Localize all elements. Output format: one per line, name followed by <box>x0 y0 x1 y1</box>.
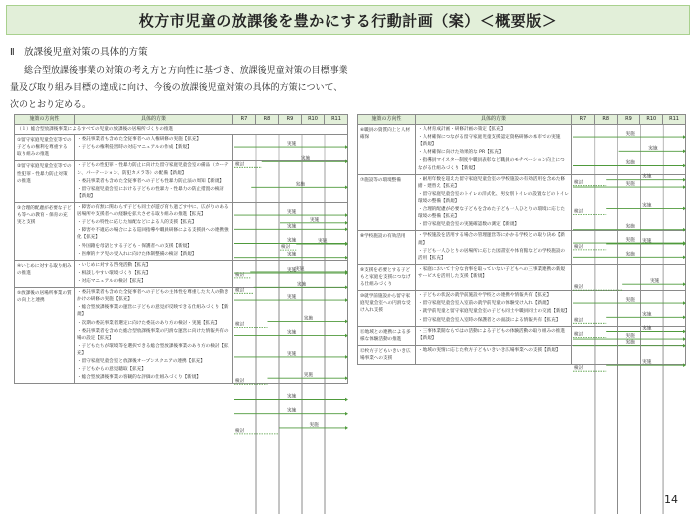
implement-label: 実施 <box>287 210 297 216</box>
table-header-row <box>358 115 686 125</box>
header-content: 具体的方策 <box>75 115 233 125</box>
arrow-head <box>345 186 348 190</box>
timeline-chart <box>233 135 348 168</box>
measure-item: ・留守家庭児童会室入室前の就学前児童の体験受け入れ【新規】 <box>418 301 552 307</box>
measure-item: ・委託事業者も含めた全従事者への人権研修の実施【拡充】 <box>77 137 202 143</box>
measure-item: ・三事体業開ならではの活動による子どもの体験活動の取り組みの推進【新規】 <box>418 328 565 341</box>
content-cell <box>75 135 233 161</box>
arrow-head <box>683 150 686 154</box>
consider-label: 検討 <box>235 288 245 294</box>
consider-label: 検討 <box>574 244 584 250</box>
timeline-chart <box>233 288 348 434</box>
implement-label: 実施 <box>650 279 660 285</box>
measure-item: ・留守家庭児童会室と放課後オープンスクエアの連携【拡充】 <box>77 359 205 365</box>
measure-item: ・就学前児童と留守家庭児童会室の子ども同士や職員同士の交流【新規】 <box>418 309 570 315</box>
arrow-head <box>345 412 348 416</box>
timeline-cell <box>572 264 686 290</box>
timeline-chart <box>572 231 686 263</box>
implement-label: 実施 <box>642 360 652 366</box>
implement-label: 実施 <box>318 239 328 245</box>
implement-label: 実施 <box>287 224 297 230</box>
implement-label: 実施 <box>625 340 635 346</box>
content-cell <box>416 174 572 231</box>
implement-label: 実施 <box>303 373 313 379</box>
intro-line: 量及び取り組み目標の達成に向け、今後の放課後児童対策の具体的方策について、 <box>10 83 343 93</box>
measure-cell: ⑦施設等の環境整備 <box>358 174 416 231</box>
content-cell <box>416 291 572 326</box>
measure-item: ・委託事業者も含めた全従事者への子ども性暴力防止法の周知【新規】 <box>77 178 225 184</box>
arrow-head <box>345 355 348 359</box>
implement-label: 実施 <box>287 267 297 273</box>
header-content: 具体的方策 <box>416 115 572 125</box>
left-plan-table <box>14 114 348 434</box>
timeline-cell <box>233 161 348 251</box>
arrow-head <box>345 213 348 217</box>
measure-item: ・子ども一人ひとりの居場所に応じた図書室や体育館などの学校施設の活用【拡充】 <box>418 248 566 261</box>
table-header-row <box>15 115 348 125</box>
timeline-chart <box>572 291 686 346</box>
measure-item: ・留守家庭児童会室における子どもの性暴力・性暴力の防止措置の検討【新規】 <box>77 186 225 199</box>
measure-cell: ⑥職員の資質向上と人材確保 <box>358 125 416 175</box>
header-year: R8 <box>594 115 617 125</box>
content-cell <box>416 125 572 175</box>
implement-label: 実施 <box>287 238 297 244</box>
arrow-head <box>345 298 348 302</box>
measure-item: ・人材育成計画・研修計画の策定【拡充】 <box>418 127 506 132</box>
implement-label: 実施 <box>295 182 305 188</box>
consider-label: 検討 <box>574 209 584 215</box>
timeline-chart <box>233 161 348 251</box>
implement-label: 実施 <box>625 181 635 187</box>
table-row <box>358 231 686 264</box>
header-year: R7 <box>233 115 256 125</box>
measure-cell: ⑤放課後の居場所事業の質の向上と連携 <box>15 288 75 384</box>
table-row <box>358 174 686 231</box>
consider-label: 検討 <box>574 318 584 324</box>
timeline-cell <box>233 288 348 434</box>
timeline-cell <box>572 345 686 372</box>
content-cell <box>416 231 572 264</box>
arrow-head <box>683 185 686 189</box>
timeline-cell <box>572 291 686 346</box>
implement-label: 実施 <box>300 156 311 162</box>
implement-label: 実施 <box>287 295 297 301</box>
timeline-cell <box>233 135 348 168</box>
implement-label: 実施 <box>295 266 305 272</box>
consider-label: 検討 <box>281 245 291 251</box>
measure-item: ・医療的ケア児の受入れに向けた体制整備の検討【新規】 <box>77 251 197 257</box>
consider-label: 検討 <box>574 285 584 291</box>
arrow-head <box>683 316 686 320</box>
arrow-head <box>683 337 686 341</box>
arrow-head <box>345 256 348 260</box>
arrow-head <box>683 256 686 260</box>
implement-label: 実施 <box>625 224 635 230</box>
measure-item: ・指導員マイスター制度や職員表彰など職員のモチベーション向上につながる仕組みづくり【新規】 <box>418 158 565 171</box>
measure-item: ・総合型放課後事業の運営に子どもの意見が反映できる仕組みづくり【新規】 <box>77 305 229 318</box>
implement-label: 実施 <box>642 326 652 332</box>
measure-item: ・地域の実情に応じた枚方子どもいきいき広場事業への支援【新規】 <box>418 347 561 353</box>
measure-item: ・留守家庭児童会室入室時の保護者との面談による情報共有【拡充】 <box>418 317 561 323</box>
timeline-chart <box>572 125 686 186</box>
intro-line: 次のとおり定める。 <box>10 100 92 110</box>
content-cell <box>416 264 572 290</box>
implement-label: 実施 <box>642 312 652 318</box>
content-cell <box>75 202 233 260</box>
implement-label: 実施 <box>642 174 652 180</box>
implement-label: 実施 <box>625 252 635 258</box>
timeline-cell <box>572 231 686 264</box>
arrow-head <box>345 334 348 338</box>
arrow-head <box>345 398 348 402</box>
implement-label: 実施 <box>296 282 307 288</box>
table-row <box>358 125 686 175</box>
timeline-cell <box>572 125 686 186</box>
header-year: R11 <box>663 115 686 125</box>
arrow-head <box>345 271 348 275</box>
header-year: R8 <box>256 115 279 125</box>
right-plan-table <box>357 114 686 372</box>
table-row <box>358 291 686 326</box>
table-row <box>358 326 686 345</box>
timeline-cell <box>233 202 348 278</box>
implement-label: 実施 <box>309 422 319 428</box>
table-row <box>15 202 348 260</box>
header-measure: 施策の方向性 <box>358 115 416 125</box>
measure-item: ・留守家庭児童会室の実施確認数の測定【新規】 <box>418 222 520 228</box>
implement-label: 実施 <box>287 330 297 336</box>
measure-cell: ②留守家庭児童会室等での性犯罪・性暴力防止対策の推進 <box>15 161 75 203</box>
measure-cell: ⑨支援を必要とする子どもと家庭を支援につなげる仕組みづくり <box>358 264 416 290</box>
arrow-head <box>345 242 348 246</box>
arrow-head <box>345 376 348 380</box>
measure-item: ・子どもからの意見聴取【拡充】 <box>77 367 146 373</box>
measure-item: ・障害の有無に関わらず子ども同士が遊び育ち過ごす中に、広がりのある居場所や支援者への経験を拡大させる取り組みの推進【拡充】 <box>77 204 229 218</box>
measure-item: ・合理的配慮が必要な子どもを含めた子ども一人ひとりの環境に応じた環境の整備【拡充】 <box>418 207 566 220</box>
page-title-banner <box>6 5 690 35</box>
measure-item: ・家庭において十分な食事を取っていない子どもへの三事業連携の新規サービスを活用した支援【新規】 <box>418 266 566 279</box>
measure-cell: ⑫枚方子どもいきいき広場事業への支援 <box>358 345 416 364</box>
header-year: R10 <box>640 115 663 125</box>
timeline-cell <box>572 326 686 345</box>
intro-line: 総合型放課後事業の対策の考え方と方向性に基づき、放課後児童対策の目標事業 <box>24 66 348 76</box>
header-measure: 施策の方向性 <box>15 115 75 125</box>
timeline-cell <box>572 174 686 250</box>
content-cell <box>416 326 572 345</box>
implement-label: 実施 <box>625 333 635 339</box>
arrow-head <box>683 363 686 367</box>
table-row <box>15 135 348 161</box>
implement-label: 実施 <box>287 408 297 414</box>
measure-item: ・子どもの権利侵害時の対応マニュアルの作成【新規】 <box>77 145 192 151</box>
consider-label: 検討 <box>235 272 245 278</box>
implement-label: 実施 <box>287 142 297 148</box>
timeline-chart <box>233 261 348 294</box>
measure-item: ・委託事業者を含めた総合型放課後事業の円滑な運営に向けた情報共有の場の設定【拡充】 <box>77 328 229 341</box>
header-year: R11 <box>325 115 348 125</box>
header-year: R9 <box>617 115 640 125</box>
arrow-head <box>345 320 348 324</box>
implement-label: 実施 <box>287 394 297 400</box>
measure-item: ・子どもたちが環境等を選択できる総合型放課後事業のあり方の検討【拡充】 <box>77 343 229 356</box>
timeline-cell <box>233 260 348 294</box>
implement-label: 実施 <box>625 132 635 138</box>
arrow-head <box>683 135 686 139</box>
measure-cell: ①留守家庭児童会室等での子どもの権利を尊重する取り組みの推進 <box>15 135 75 161</box>
table-row <box>15 161 348 203</box>
consider-label: 検討 <box>235 322 245 328</box>
arrow-head <box>345 426 348 430</box>
consider-label: 検討 <box>235 162 245 168</box>
timeline-chart <box>572 265 686 290</box>
arrow-head <box>683 242 686 246</box>
arrow-head <box>683 282 686 286</box>
measure-item: ・子どもの状況の就学前施設や学校との連携や情報共有【拡充】 <box>418 293 552 299</box>
timeline-chart <box>572 175 686 250</box>
implement-label: 実施 <box>648 146 658 152</box>
header-year: R9 <box>279 115 302 125</box>
table-note: （１）総合型放課後事業によるすべての児童の放課後の居場所づくりの推進 <box>15 125 348 135</box>
arrow-head <box>345 227 348 231</box>
measure-item: ・相談しやすい環境づくり【拡充】 <box>77 270 151 276</box>
measure-item: ・委託事業者も含めた全従事者への子どもの主体性を尊重した大人の動きかけの研修の実施【拡充】 <box>77 290 229 303</box>
implement-label: 実施 <box>287 252 297 258</box>
table-note-row <box>15 125 348 135</box>
measure-cell: ⑪地域との連携による多様な体験活動の推進 <box>358 326 416 345</box>
measure-item: ・人材確保につながる留守家庭児童支援認定資格研修の本市での実施【新規】 <box>418 135 561 148</box>
content-cell <box>416 345 572 364</box>
measure-cell: ④いじめに対する取り組みの推進 <box>15 260 75 287</box>
measure-cell: ⑩就学前施設から留守家庭児童会室への円滑な受け入れ支援 <box>358 291 416 326</box>
table-row <box>358 345 686 364</box>
table-row <box>15 260 348 287</box>
implement-label: 実施 <box>625 298 635 304</box>
header-year: R7 <box>572 115 595 125</box>
header-year: R10 <box>302 115 325 125</box>
intro-paragraph <box>10 63 370 114</box>
consider-label: 検討 <box>574 366 584 372</box>
page-number: 14 <box>664 493 678 506</box>
arrow-head <box>683 206 686 210</box>
consider-label: 検討 <box>235 379 245 385</box>
implement-label: 実施 <box>625 238 635 244</box>
measure-item: ・外国籍を母語とする子ども・保護者への支援【新規】 <box>77 243 192 249</box>
table-row <box>15 288 348 384</box>
measure-item: ・子どもの特性に応じた加配などによる人的支援【拡充】 <box>77 220 197 226</box>
implement-label: 実施 <box>642 238 652 244</box>
implement-label: 実施 <box>625 160 635 166</box>
implement-label: 実施 <box>287 351 297 357</box>
implement-label: 実施 <box>642 203 652 209</box>
measure-item: ・子どもの性犯罪・性暴力防止に向けた留守家庭児童会室の備品（カーテン、パーテーション、防犯カメラ等）の配備【新規】 <box>77 163 229 176</box>
measure-item: ・対応マニュアルの検討【拡充】 <box>77 278 146 284</box>
arrow-head <box>683 301 686 305</box>
arrow-head <box>683 164 686 168</box>
measure-item: ・耐用年数を超えた留守家庭児童会室の学校施設の有効活用を含めた修繕・建替え【拡充】 <box>418 176 566 189</box>
measure-cell: ⑧学校施設の有効活用 <box>358 231 416 264</box>
measure-item: ・学校施設を活用する場合の管理運営等にかかる学校との取り決め【新規】 <box>418 233 566 246</box>
timeline-chart <box>572 346 686 372</box>
measure-item: ・人材確保に向けた効果的な PR【拡充】 <box>418 150 504 156</box>
content-cell <box>75 260 233 287</box>
timeline-chart <box>572 327 686 345</box>
consider-label: 検討 <box>574 332 584 338</box>
arrow-head <box>345 145 348 149</box>
table-row <box>358 264 686 290</box>
measure-item: ・総合型放課後事業の客観的な評価の仕組みづくり【新規】 <box>77 375 201 381</box>
measure-cell: ③合理的配慮が必要な子ども等への教育・保育の充実と支援 <box>15 202 75 260</box>
timeline-chart <box>233 203 348 278</box>
implement-label: 実施 <box>310 218 320 224</box>
measure-item: ・障害や不適応の場合による巡回指導や職員研修による支援員への連携強化【拡充】 <box>77 228 229 241</box>
content-cell <box>75 161 233 203</box>
section-heading: Ⅱ 放課後児童対策の具体的方策 <box>10 47 148 58</box>
consider-label: 検討 <box>574 180 584 186</box>
measure-item: ・留守家庭児童会室のトイレの洋式化、男女別トイレの設置などのトイレ環境の整備【新規】 <box>418 191 569 204</box>
measure-item: ・次期の委託事業者選定に向けた委託のあり方の検討・実施【拡充】 <box>77 320 220 326</box>
content-cell <box>75 288 233 384</box>
page-title: 枚方市児童の放課後を豊かにする行動計画（案）＜概要版＞ <box>138 11 558 30</box>
implement-label: 実施 <box>303 316 313 322</box>
measure-item: ・いじめに対する啓発活動【拡充】 <box>77 262 151 268</box>
consider-label: 検討 <box>235 428 245 434</box>
